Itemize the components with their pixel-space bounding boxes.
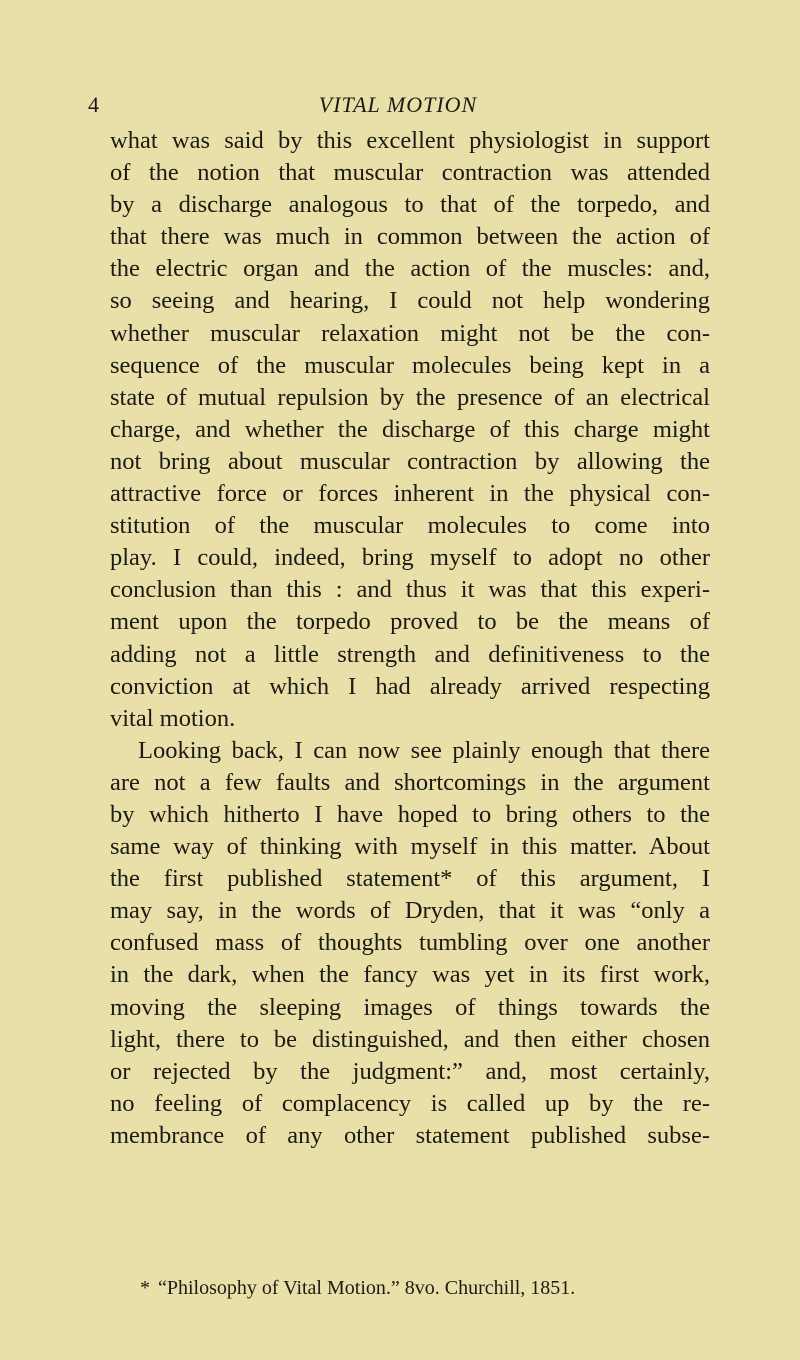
text-line: conclusion than this : and thus it was that this experi-: [110, 576, 710, 604]
footnote: [140, 1275, 700, 1301]
text-line: moving the sleeping images of things towards the: [110, 993, 710, 1021]
text-line: what was said by this excellent physiologist in support: [110, 127, 710, 154]
text-line: that there was much in common between the action of: [110, 223, 710, 251]
text-line: charge, and whether the discharge of this charge might: [110, 415, 710, 443]
running-title: VITAL MOTION: [318, 92, 478, 117]
text-line: same way of thinking with myself in this matter. About: [110, 833, 710, 861]
text-line: by a discharge analogous to that of the torpedo, and: [110, 191, 710, 219]
text-line: the electric organ and the action of the muscles: and,: [110, 255, 710, 283]
text-line: conviction at which I had already arrived respecting: [110, 672, 710, 700]
text-line: state of mutual repulsion by the presence of an electrical: [110, 383, 710, 411]
text-line: not bring about muscular contraction by allowing the: [110, 447, 710, 475]
text-line: confused mass of thoughts tumbling over one another: [110, 929, 710, 957]
text-line: sequence of the muscular molecules being kept in a: [110, 351, 710, 379]
text-line: membrance of any other statement published subse-: [110, 1121, 710, 1149]
text-line: attractive force or forces inherent in the physical con-: [110, 480, 710, 508]
text-line: so seeing and hearing, I could not help wondering: [110, 287, 710, 315]
footnote-text: “Philosophy of Vital Motion.” 8vo. Churchill, 1851.: [158, 1277, 576, 1299]
text-line: the first published statement* of this argument, I: [110, 865, 710, 893]
text-line: stitution of the muscular molecules to come into: [110, 512, 710, 540]
text-line: by which hitherto I have hoped to bring others to the: [110, 800, 710, 828]
paragraph-start-line: Looking back, I can now see plainly enough that there: [138, 736, 710, 764]
text-line: whether muscular relaxation might not be the con-: [110, 319, 710, 347]
body-text: [110, 125, 710, 1152]
text-line: no feeling of complacency is called up by the re-: [110, 1089, 710, 1117]
paragraph-end-line: vital motion.: [110, 704, 236, 732]
page-number: 4: [88, 92, 99, 117]
text-line: play. I could, indeed, bring myself to adopt no other: [110, 544, 710, 572]
text-line: in the dark, when the fancy was yet in its first work,: [110, 961, 710, 989]
text-line: are not a few faults and shortcomings in the argument: [110, 768, 710, 796]
text-line: of the notion that muscular contraction was attended: [110, 159, 710, 187]
text-line: or rejected by the judgment:” and, most certainly,: [110, 1057, 710, 1085]
footnote-mark: *: [140, 1277, 150, 1299]
text-line: may say, in the words of Dryden, that it was “only a: [110, 897, 710, 925]
text-line: light, there to be distinguished, and then either chosen: [110, 1025, 710, 1053]
text-line: adding not a little strength and definitiveness to the: [110, 640, 710, 668]
page-header: [88, 92, 708, 122]
text-line: ment upon the torpedo proved to be the means of: [110, 608, 710, 636]
